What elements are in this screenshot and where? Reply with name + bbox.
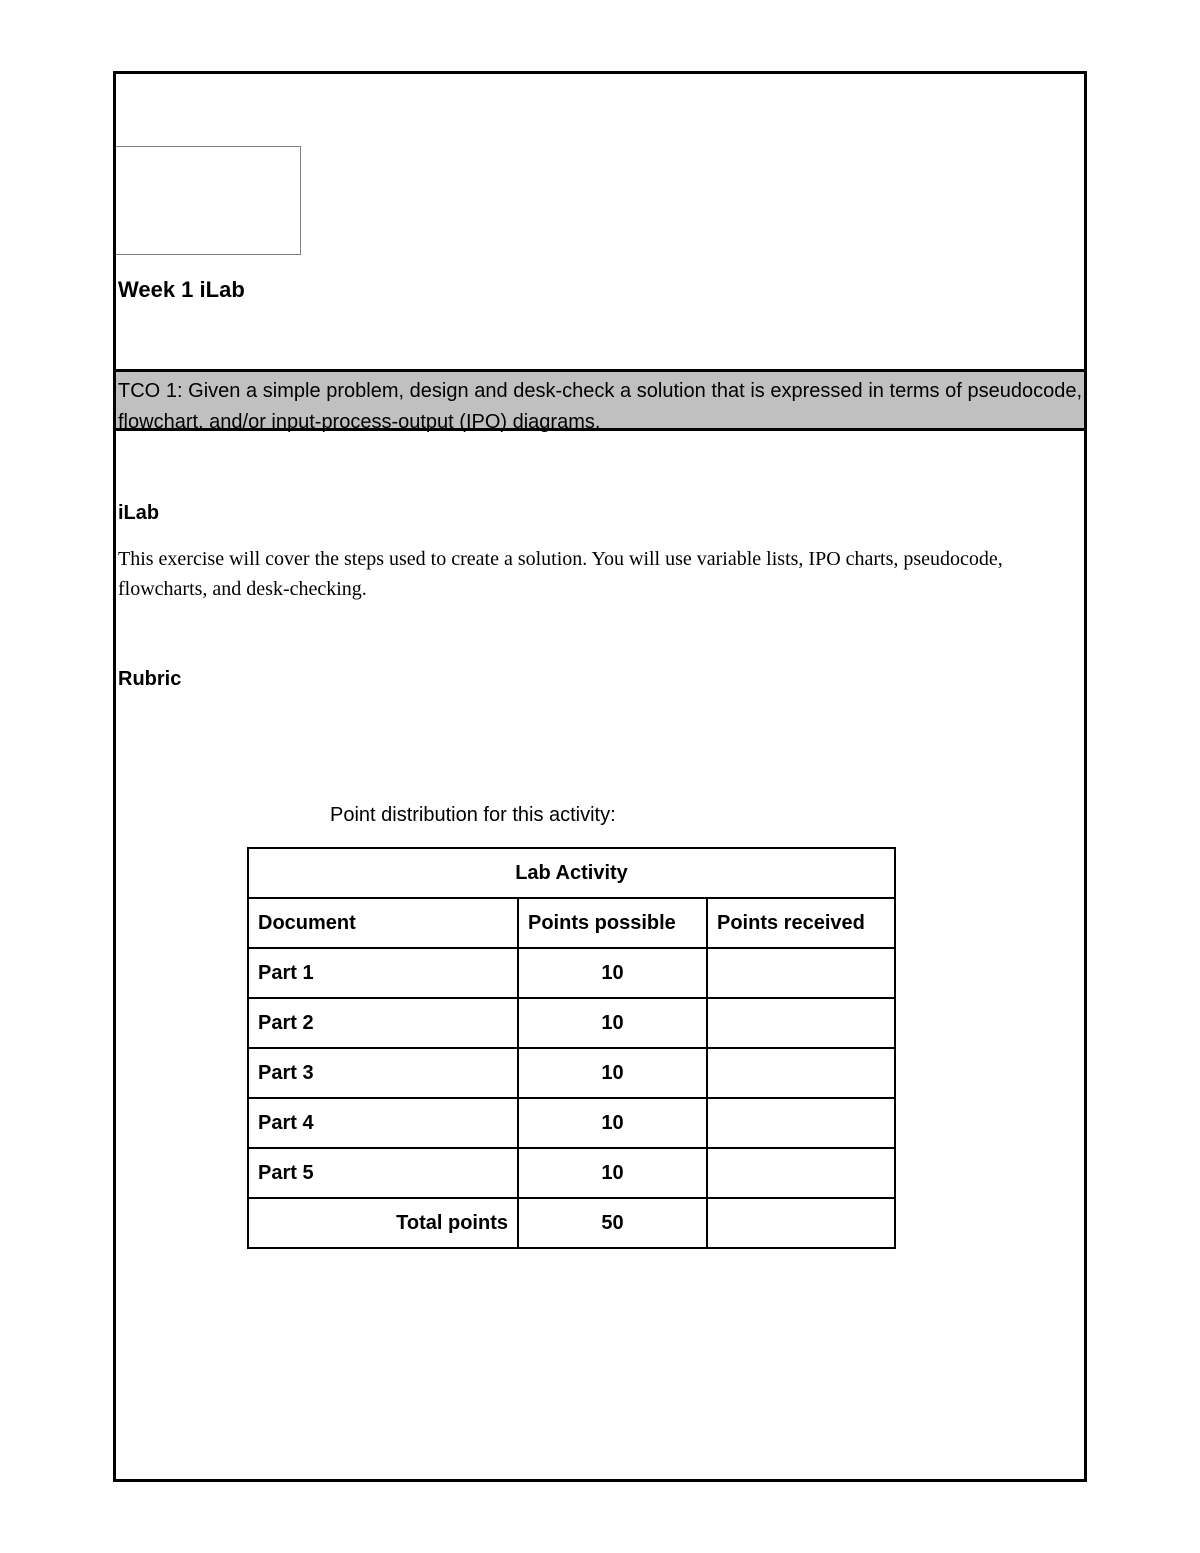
row-document: Part 4 <box>248 1098 518 1148</box>
table-row <box>248 1048 895 1098</box>
header-points-received: Points received <box>707 898 895 948</box>
rubric-heading: Rubric <box>118 668 182 690</box>
page-frame <box>113 71 1087 1482</box>
table-row <box>248 1148 895 1198</box>
table-title-row <box>248 848 895 898</box>
tco-statement: TCO 1: Given a simple problem, design and desk-check a solution that is expressed in terms of pseudocode, flowchart, and/or input-process-output (IPO) diagrams. <box>116 369 1084 431</box>
row-document: Part 1 <box>248 948 518 998</box>
row-points-possible: 10 <box>518 948 707 998</box>
rubric-table <box>247 847 896 1249</box>
table-title: Lab Activity <box>248 848 895 898</box>
table-header-row <box>248 898 895 948</box>
header-document: Document <box>248 898 518 948</box>
row-document: Part 5 <box>248 1148 518 1198</box>
row-points-received <box>707 948 895 998</box>
ilab-heading: iLab <box>118 502 160 524</box>
document-title: Week 1 iLab <box>118 277 245 302</box>
table-total-row <box>248 1198 895 1248</box>
total-label: Total points <box>248 1198 518 1248</box>
ilab-description: This exercise will cover the steps used to create a solution. You will use variable lists, IPO charts, pseudocode, flowcharts, and desk-checking. <box>118 548 1003 600</box>
row-points-possible: 10 <box>518 998 707 1048</box>
header-points-possible: Points possible <box>518 898 707 948</box>
row-points-possible: 10 <box>518 1148 707 1198</box>
table-row <box>248 1098 895 1148</box>
row-points-received <box>707 1098 895 1148</box>
table-row <box>248 948 895 998</box>
row-points-received <box>707 998 895 1048</box>
row-points-possible: 10 <box>518 1098 707 1148</box>
row-document: Part 3 <box>248 1048 518 1098</box>
total-points-possible: 50 <box>518 1198 707 1248</box>
total-points-received <box>707 1198 895 1248</box>
row-points-possible: 10 <box>518 1048 707 1098</box>
logo-placeholder <box>116 146 301 255</box>
table-row <box>248 998 895 1048</box>
row-document: Part 2 <box>248 998 518 1048</box>
row-points-received <box>707 1148 895 1198</box>
row-points-received <box>707 1048 895 1098</box>
distribution-caption: Point distribution for this activity: <box>330 804 616 826</box>
